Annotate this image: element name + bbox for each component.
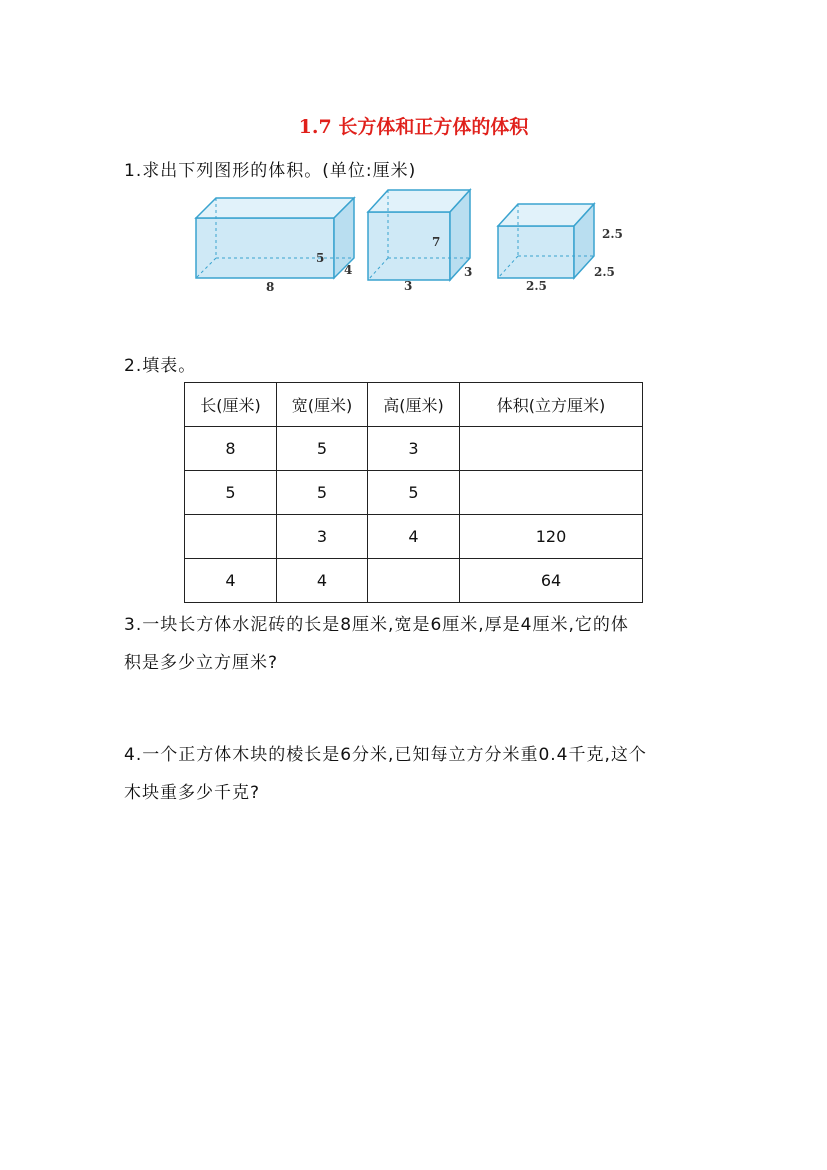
question-3-line-2: 积是多少立方厘米? xyxy=(124,653,279,673)
table-header-row xyxy=(185,383,643,427)
cuboid-figure-3 xyxy=(498,204,623,293)
table-cell-blank[interactable] xyxy=(185,515,277,559)
cuboid-figure-1 xyxy=(196,198,354,294)
table-cell: 4 xyxy=(368,515,460,559)
table-cell: 5 xyxy=(277,471,368,515)
figure-1-length-label: 8 xyxy=(266,280,275,294)
table-cell-blank[interactable] xyxy=(460,471,643,515)
table-cell: 64 xyxy=(460,559,643,603)
table-cell: 5 xyxy=(277,427,368,471)
figure-1-width-label: 4 xyxy=(344,263,353,277)
table-row xyxy=(185,515,643,559)
question-4 xyxy=(124,736,714,812)
cuboid-figures xyxy=(190,186,650,296)
cuboid-figure-2 xyxy=(368,190,472,293)
question-1-text: 1.求出下列图形的体积。(单位:厘米) xyxy=(124,161,417,181)
table-cell: 5 xyxy=(185,471,277,515)
table-cell: 3 xyxy=(368,427,460,471)
table-row xyxy=(185,471,643,515)
table-cell: 4 xyxy=(185,559,277,603)
fill-in-table xyxy=(184,382,643,603)
table-cell-blank[interactable] xyxy=(460,427,643,471)
question-4-line-1: 4.一个正方体木块的棱长是6分米,已知每立方分米重0.4千克,这个 xyxy=(124,745,647,765)
figure-1-height-label: 5 xyxy=(316,251,325,265)
page-title: 1.7 长方体和正方体的体积 xyxy=(298,116,529,138)
question-3 xyxy=(124,606,714,682)
question-2 xyxy=(124,347,196,385)
question-4-line-2: 木块重多少千克? xyxy=(124,783,261,803)
question-3-line-1: 3.一块长方体水泥砖的长是8厘米,宽是6厘米,厚是4厘米,它的体 xyxy=(124,615,629,635)
table-row xyxy=(185,559,643,603)
figure-3-height-label: 2.5 xyxy=(602,227,623,241)
table-cell: 4 xyxy=(277,559,368,603)
table-cell: 8 xyxy=(185,427,277,471)
table-cell: 5 xyxy=(368,471,460,515)
table-cell-blank[interactable] xyxy=(368,559,460,603)
table-cell: 120 xyxy=(460,515,643,559)
table-header-height: 高(厘米) xyxy=(368,383,460,427)
figure-2-height-label: 7 xyxy=(432,235,441,249)
question-2-text: 2.填表。 xyxy=(124,356,197,376)
figure-3-length-label: 2.5 xyxy=(526,279,547,293)
figure-2-length-label: 3 xyxy=(404,279,413,293)
table-header-length: 长(厘米) xyxy=(185,383,277,427)
table-row xyxy=(185,427,643,471)
question-1 xyxy=(124,152,416,190)
table-header-width: 宽(厘米) xyxy=(277,383,368,427)
figure-3-width-label: 2.5 xyxy=(594,265,615,279)
table-cell: 3 xyxy=(277,515,368,559)
table-header-volume: 体积(立方厘米) xyxy=(460,383,643,427)
figure-2-width-label: 3 xyxy=(464,265,473,279)
